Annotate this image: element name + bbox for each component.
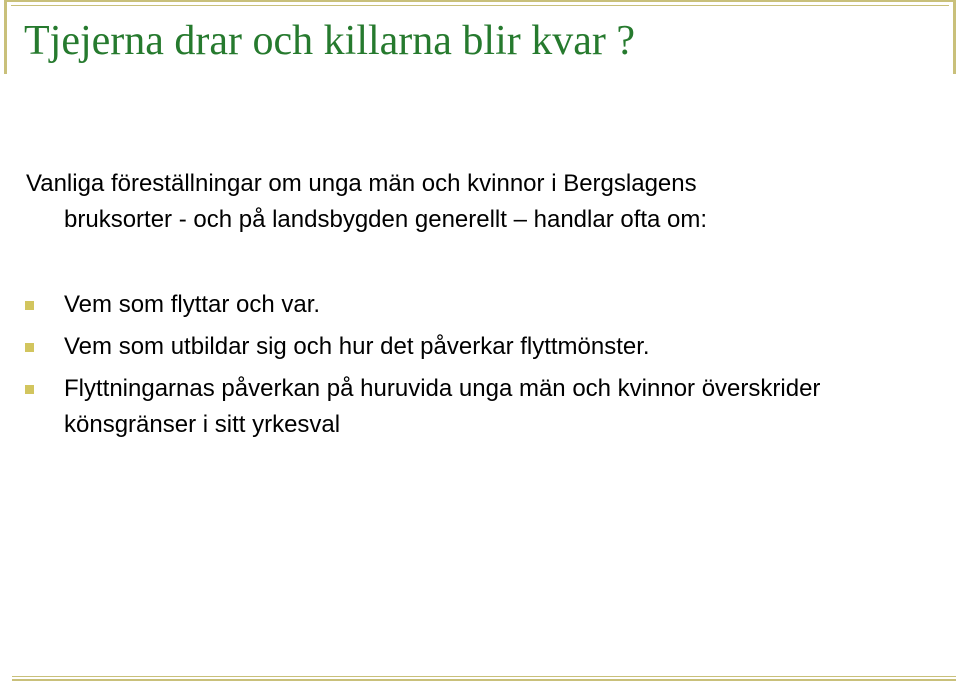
bullet-text: Vem som flyttar och var. <box>64 291 321 318</box>
bullet-list <box>22 287 902 449</box>
square-bullet-icon <box>25 343 34 352</box>
bullet-item <box>22 329 902 365</box>
intro-line-1: Vanliga föreställningar om unga män och kvinnor i Bergslagens <box>26 170 697 197</box>
square-bullet-icon <box>25 385 34 394</box>
bullet-text: Flyttningarnas påverkan på huruvida unga män och kvinnor överskrider könsgränser i sitt yrkesval <box>64 375 821 438</box>
bullet-text: Vem som utbildar sig och hur det påverkar flyttmönster. <box>64 333 650 360</box>
footer-rule <box>12 676 956 681</box>
slide-title: Tjejerna drar och killarna blir kvar ? <box>24 18 636 64</box>
bullet-item <box>22 287 902 323</box>
intro-line-2: bruksorter - och på landsbygden generellt – handlar ofta om: <box>64 206 708 233</box>
square-bullet-icon <box>25 301 34 310</box>
intro-paragraph <box>26 166 886 238</box>
bullet-item <box>22 371 902 443</box>
